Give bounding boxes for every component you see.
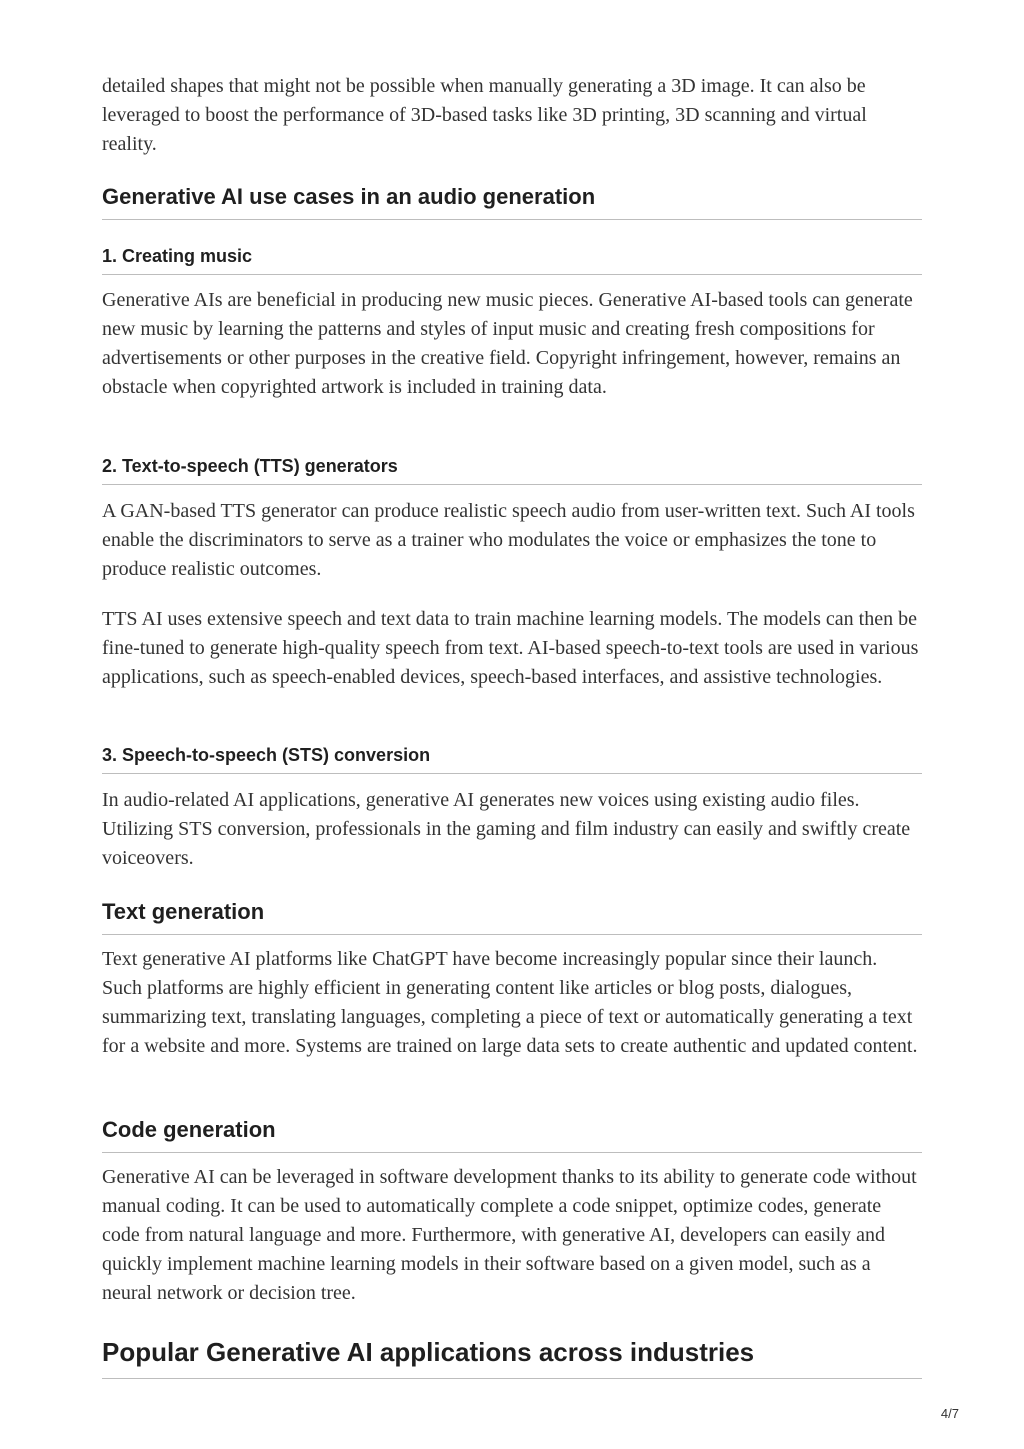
tts-paragraph-1: A GAN-based TTS generator can produce realistic speech audio from user-written text. Such AI tools enable the discriminators to serve as a trainer who modulates the voice or emphasizes the tone to produce realistic outcomes. (102, 500, 915, 580)
sts-heading: 3. Speech-to-speech (STS) conversion (102, 744, 922, 774)
audio-generation-heading: Generative AI use cases in an audio generation (102, 184, 922, 220)
page-number: 4/7 (940, 1406, 959, 1421)
applications-heading: Popular Generative AI applications across industries (102, 1336, 922, 1379)
creating-music-paragraph: Generative AIs are beneficial in producing new music pieces. Generative AI-based tools can generate new music by learning the patterns and styles of input music and creating fresh compositions for advertisements or other purposes in the creative field. Copyright infringement, however, remains an obstacle when copyrighted artwork is included in training data. (102, 289, 913, 398)
text-generation-heading: Text generation (102, 899, 922, 935)
tts-heading: 2. Text-to-speech (TTS) generators (102, 455, 922, 485)
code-generation-paragraph: Generative AI can be leveraged in software development thanks to its ability to generate code without manual coding. It can be used to automatically complete a code snippet, optimize codes, generate code from natural language and more. Furthermore, with generative AI, developers can easily and quickly implement machine learning models in their software based on a given model, such as a neural network or decision tree. (102, 1166, 917, 1304)
sts-paragraph: In audio-related AI applications, generative AI generates new voices using existing audio files. Utilizing STS conversion, professionals in the gaming and film industry can easily and swiftly create voiceovers. (102, 789, 911, 869)
text-generation-paragraph: Text generative AI platforms like ChatGPT have become increasingly popular since their launch. Such platforms are highly efficient in generating content like articles or blog posts, dialogues, summarizing text, translating languages, completing a piece of text or automatically generating a text for a website and more. Systems are trained on large data sets to create authentic and updated content. (102, 948, 918, 1057)
code-generation-heading: Code generation (102, 1117, 922, 1153)
intro-paragraph: detailed shapes that might not be possible when manually generating a 3D image. It can also be leveraged to boost the performance of 3D-based tasks like 3D printing, 3D scanning and virtual reality. (102, 75, 867, 155)
creating-music-heading: 1. Creating music (102, 245, 922, 275)
tts-paragraph-2: TTS AI uses extensive speech and text data to train machine learning models. The models can then be fine-tuned to generate high-quality speech from text. AI-based speech-to-text tools are used in various applications, such as speech-enabled devices, speech-based interfaces, and assistive technologies. (102, 608, 919, 688)
